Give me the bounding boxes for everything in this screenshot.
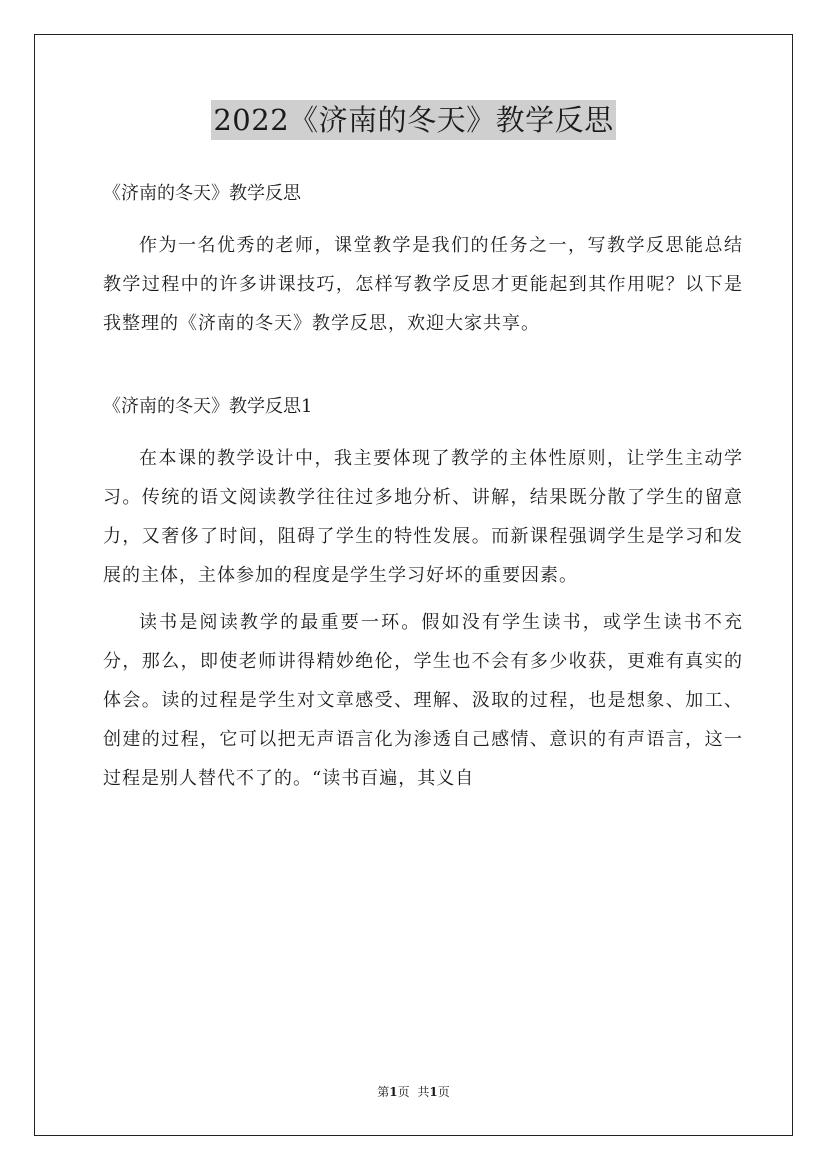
body-paragraph-2: 读书是阅读教学的最重要一环。假如没有学生读书，或学生读书不充分，那么，即使老师讲得精妙绝伦，学生也不会有多少收获，更难有真实的体会。读的过程是学生对文章感受、理解、汲取的过程，也是想象、加工、创建的过程，它可以把无声语言化为渗透自己感情、意识的有声语言，这一过程是别人替代不了的。“读书百遍，其义自 xyxy=(103,612,743,789)
section-heading-1: 《济南的冬天》教学反思1 xyxy=(103,396,313,417)
document-body xyxy=(103,176,743,798)
page-number: 1 xyxy=(389,1085,398,1099)
document-title: 2022《济南的冬天》教学反思 xyxy=(211,100,615,140)
page-footer xyxy=(0,1083,827,1100)
footer-page-suffix: 页 xyxy=(397,1085,410,1099)
section-heading: 《济南的冬天》教学反思 xyxy=(103,183,301,204)
total-pages: 1 xyxy=(429,1085,438,1099)
intro-paragraph: 作为一名优秀的老师，课堂教学是我们的任务之一，写教学反思能总结教学过程中的许多讲课技巧，怎样写教学反思才更能起到其作用呢？以下是我整理的《济南的冬天》教学反思，欢迎大家共享。 xyxy=(103,235,743,334)
body-paragraph-1: 在本课的教学设计中，我主要体现了教学的主体性原则，让学生主动学习。传统的语文阅读教学往往过多地分析、讲解，结果既分散了学生的留意力，又奢侈了时间，阻碍了学生的特性发展。而新课程强调学生是学习和发展的主体，主体参加的程度是学生学习好坏的重要因素。 xyxy=(103,448,743,586)
footer-total-prefix: 共 xyxy=(417,1085,430,1099)
footer-total-suffix: 页 xyxy=(437,1085,450,1099)
footer-prefix: 第 xyxy=(377,1085,390,1099)
title-container xyxy=(0,100,827,140)
